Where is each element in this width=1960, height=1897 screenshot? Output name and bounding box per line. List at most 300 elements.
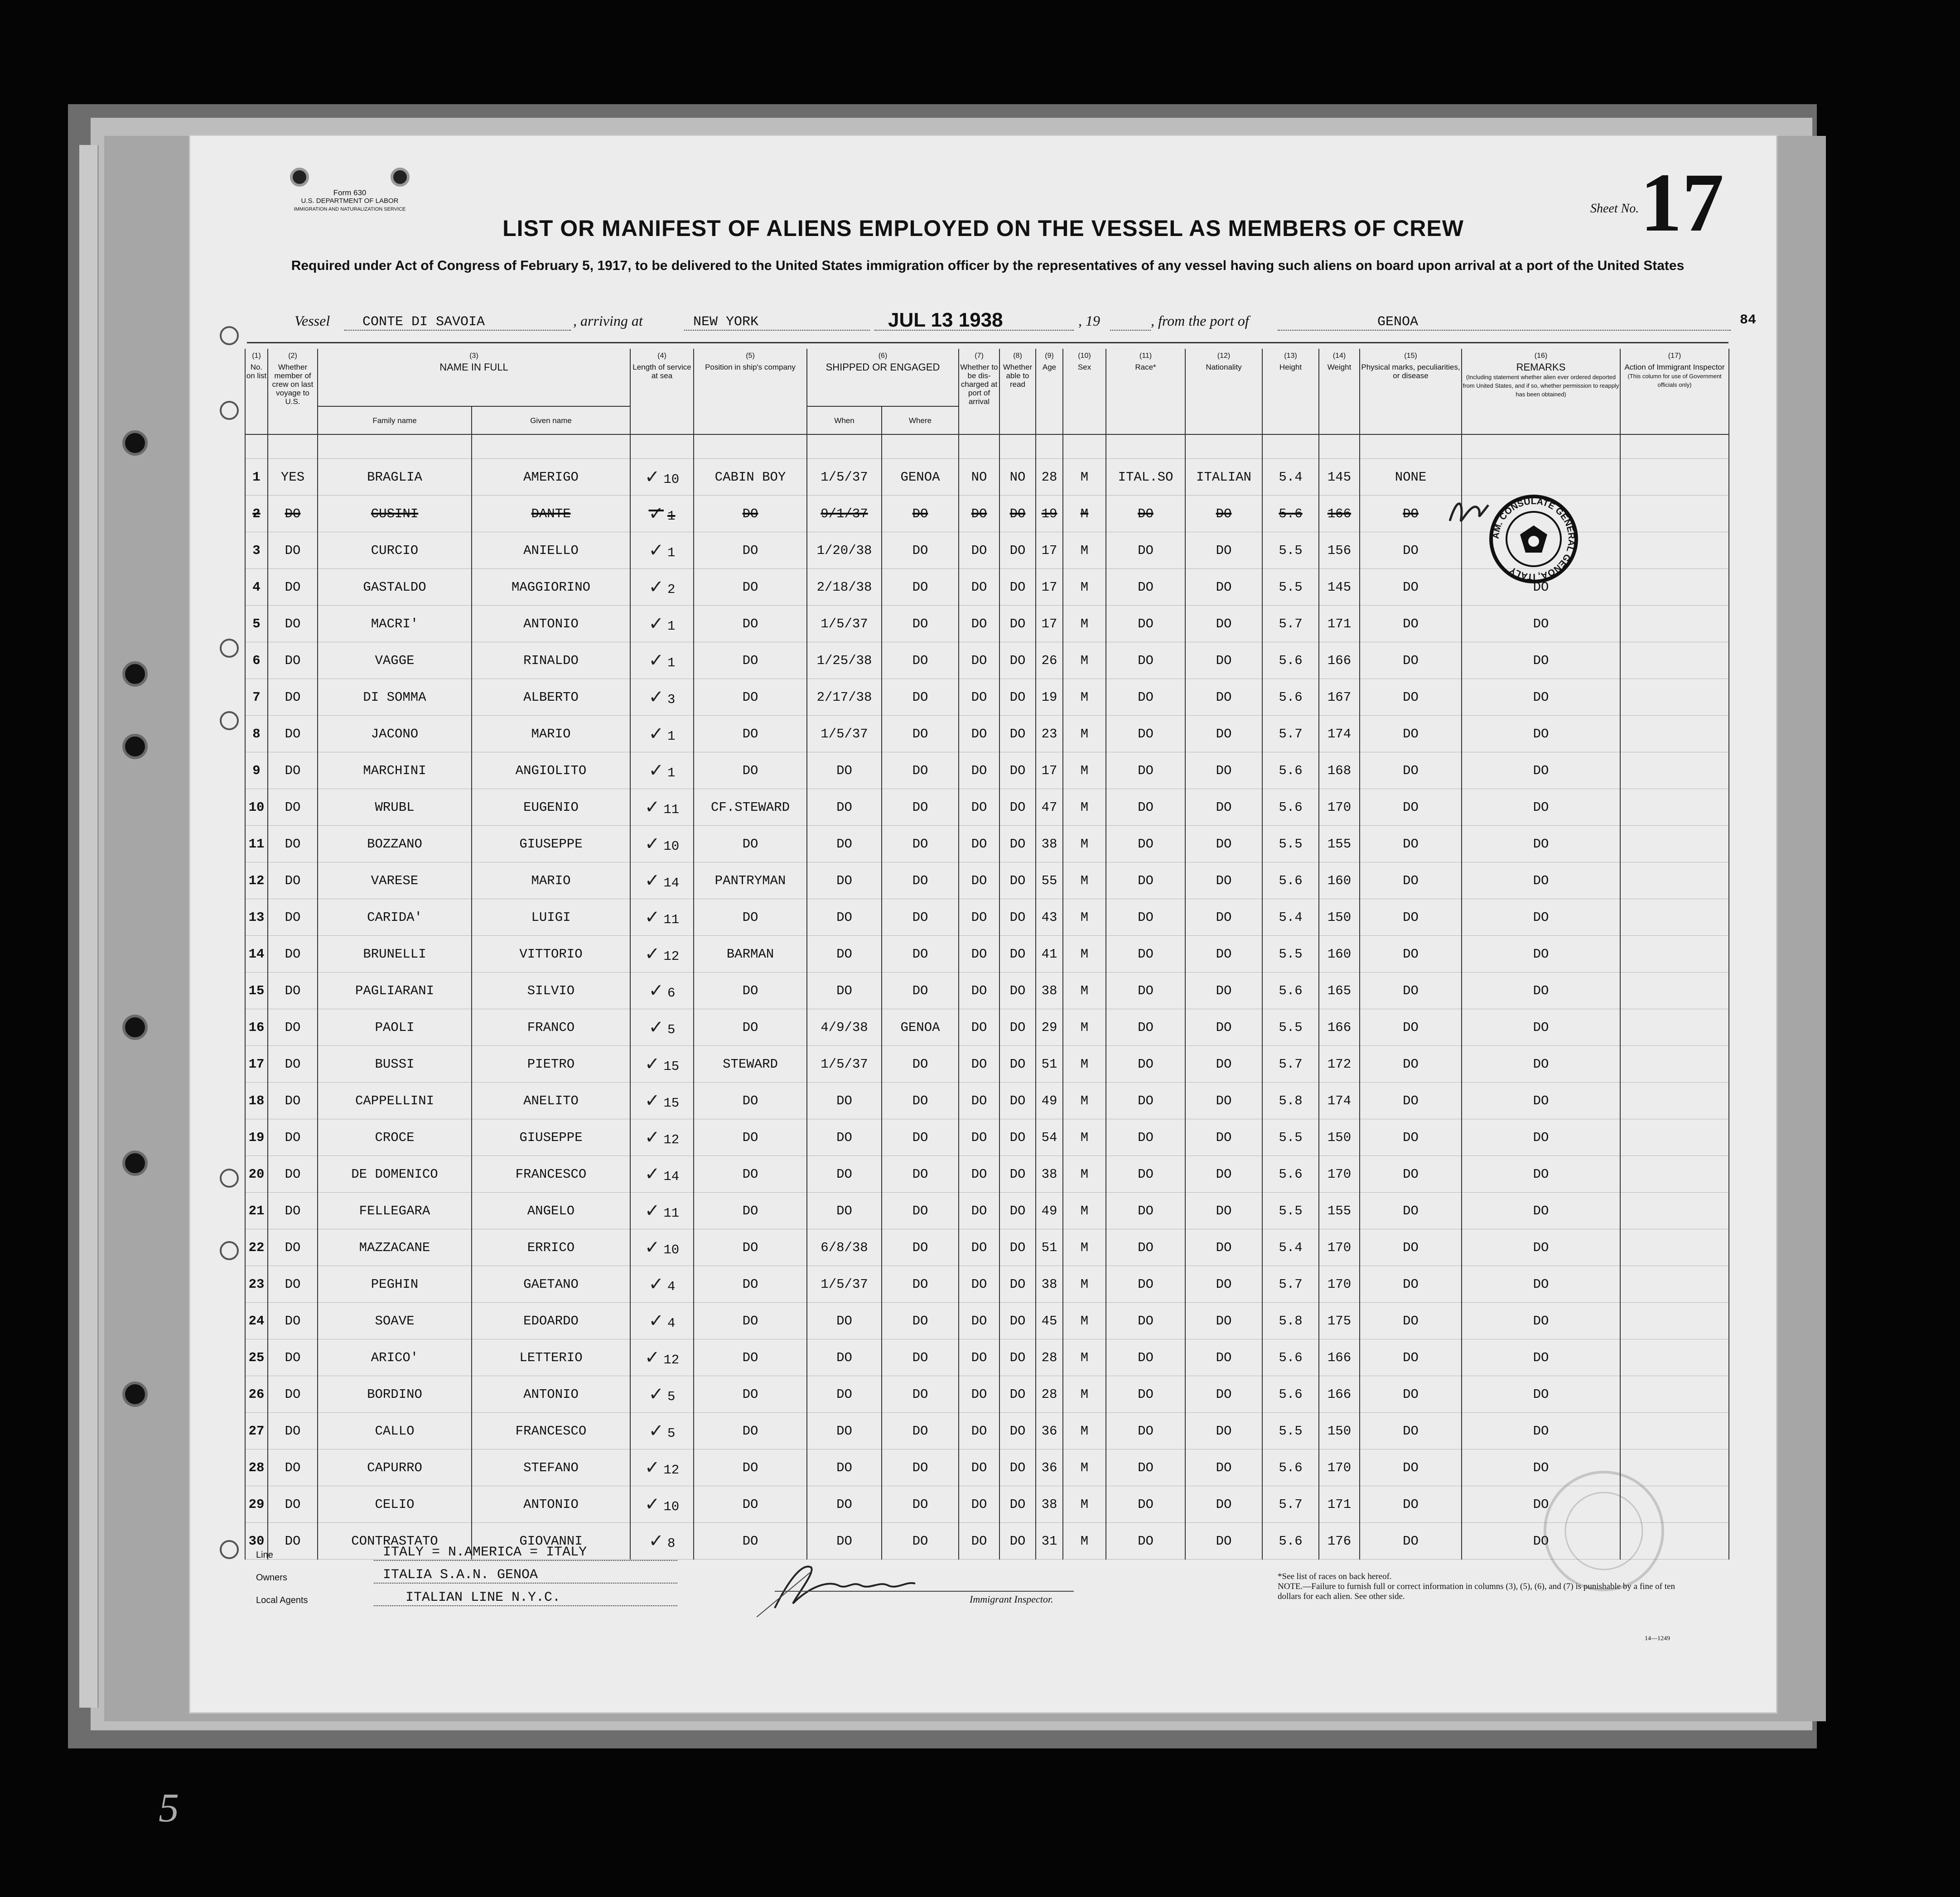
cell-height: 5.6 bbox=[1262, 752, 1319, 789]
cell-remarks: DO bbox=[1462, 1156, 1620, 1193]
cell-remarks: DO bbox=[1462, 1486, 1620, 1523]
cell-service: ✓ 11 bbox=[630, 899, 694, 936]
cell-nationality: DO bbox=[1185, 1229, 1262, 1266]
manifest-page bbox=[190, 136, 1776, 1712]
table-row bbox=[245, 606, 1729, 642]
cell-given: STEFANO bbox=[472, 1449, 630, 1486]
cell-inspector-action bbox=[1620, 1413, 1729, 1449]
cell-discharged: DO bbox=[959, 679, 999, 716]
cell-height: 5.7 bbox=[1262, 1046, 1319, 1083]
cell-position: DO bbox=[694, 1303, 807, 1339]
cell-height: 5.4 bbox=[1262, 899, 1319, 936]
cell-sex: M bbox=[1063, 496, 1106, 532]
vessel-name: CONTE DI SAVOIA bbox=[362, 314, 485, 330]
cell-discharged: DO bbox=[959, 606, 999, 642]
punch-hole bbox=[220, 326, 239, 345]
cell-race: DO bbox=[1106, 973, 1185, 1009]
cell-weight: 150 bbox=[1319, 899, 1360, 936]
cell-remarks: DO bbox=[1462, 679, 1620, 716]
cell-where: DO bbox=[882, 752, 959, 789]
cell-where: GENOA bbox=[882, 1009, 959, 1046]
page-title: LIST OR MANIFEST OF ALIENS EMPLOYED ON THE VESSEL AS MEMBERS OF CREW bbox=[502, 216, 1464, 241]
cell-marks: DO bbox=[1360, 569, 1462, 606]
cell-no: 5 bbox=[245, 606, 268, 642]
punch-hole bbox=[220, 639, 239, 658]
cell-where: DO bbox=[882, 899, 959, 936]
cell-discharged: DO bbox=[959, 1046, 999, 1083]
cell-sex: M bbox=[1063, 973, 1106, 1009]
cell-remarks: DO bbox=[1462, 1376, 1620, 1413]
checkmark-icon: ✓ bbox=[648, 503, 664, 524]
cell-weight: 174 bbox=[1319, 1083, 1360, 1119]
cell-nationality: DO bbox=[1185, 532, 1262, 569]
paper-clip-icon bbox=[391, 168, 410, 187]
cell-discharged: DO bbox=[959, 569, 999, 606]
cell-nationality: DO bbox=[1185, 496, 1262, 532]
cell-no: 18 bbox=[245, 1083, 268, 1119]
cell-given: GIUSEPPE bbox=[472, 826, 630, 862]
cell-sex: M bbox=[1063, 752, 1106, 789]
cell-where: DO bbox=[882, 1193, 959, 1229]
cell-sex: M bbox=[1063, 606, 1106, 642]
cell-height: 5.7 bbox=[1262, 1486, 1319, 1523]
cell-nationality: DO bbox=[1185, 1009, 1262, 1046]
checkmark-icon: ✓ bbox=[644, 870, 660, 891]
table-row bbox=[245, 642, 1729, 679]
cell-height: 5.5 bbox=[1262, 1009, 1319, 1046]
cell-age: 41 bbox=[1036, 936, 1063, 973]
fill-line bbox=[344, 330, 571, 331]
cell-position: DO bbox=[694, 606, 807, 642]
cell-race: DO bbox=[1106, 899, 1185, 936]
cell-given: FRANCO bbox=[472, 1009, 630, 1046]
cell-where: DO bbox=[882, 1156, 959, 1193]
inspector-label: Immigrant Inspector. bbox=[970, 1594, 1053, 1605]
cell-read: DO bbox=[999, 1449, 1036, 1486]
cell-inspector-action bbox=[1620, 862, 1729, 899]
cell-marks: DO bbox=[1360, 1009, 1462, 1046]
cell-read: DO bbox=[999, 899, 1036, 936]
table-row bbox=[245, 973, 1729, 1009]
cell-last: DO bbox=[268, 1449, 318, 1486]
footer-owners-row bbox=[256, 1567, 800, 1590]
col-header-remarks: (16) REMARKS (Including statement whether alien ever ordered deported from United States, and if so, whether permission to reapply has been obtained) bbox=[1462, 349, 1620, 434]
cell-position: DO bbox=[694, 1376, 807, 1413]
checkmark-icon: ✓ bbox=[644, 1494, 660, 1515]
checkmark-icon: ✓ bbox=[648, 687, 664, 708]
cell-service: ✓ 10 bbox=[630, 1486, 694, 1523]
cell-when: DO bbox=[807, 789, 882, 826]
cell-family: VAGGE bbox=[318, 642, 472, 679]
cell-race: DO bbox=[1106, 606, 1185, 642]
cell-read: DO bbox=[999, 752, 1036, 789]
cell-read: DO bbox=[999, 532, 1036, 569]
cell-remarks: DO bbox=[1462, 973, 1620, 1009]
cell-marks: DO bbox=[1360, 936, 1462, 973]
owners: ITALIA S.A.N. GENOA bbox=[383, 1567, 538, 1583]
cell-position: DO bbox=[694, 1266, 807, 1303]
cell-remarks: DO bbox=[1462, 1523, 1620, 1560]
cell-height: 5.5 bbox=[1262, 826, 1319, 862]
table-row bbox=[245, 1339, 1729, 1376]
cell-discharged: DO bbox=[959, 1449, 999, 1486]
cell-service: ✓ 3 bbox=[630, 679, 694, 716]
cell-nationality: DO bbox=[1185, 716, 1262, 752]
checkmark-icon: ✓ bbox=[644, 1200, 660, 1221]
cell-given: EDOARDO bbox=[472, 1303, 630, 1339]
cell-weight: 160 bbox=[1319, 936, 1360, 973]
cell-sex: M bbox=[1063, 1156, 1106, 1193]
form-header bbox=[249, 168, 450, 213]
cell-position: DO bbox=[694, 1486, 807, 1523]
cell-sex: M bbox=[1063, 532, 1106, 569]
binder-hole bbox=[122, 1151, 148, 1176]
checkmark-icon: ✓ bbox=[644, 907, 660, 928]
cell-service: ✓ 10 bbox=[630, 1229, 694, 1266]
cell-weight: 176 bbox=[1319, 1523, 1360, 1560]
cell-weight: 160 bbox=[1319, 862, 1360, 899]
cell-inspector-action bbox=[1620, 569, 1729, 606]
cell-height: 5.5 bbox=[1262, 1119, 1319, 1156]
cell-age: 55 bbox=[1036, 862, 1063, 899]
binder-hole bbox=[122, 1382, 148, 1407]
cell-where: DO bbox=[882, 1266, 959, 1303]
cell-weight: 171 bbox=[1319, 606, 1360, 642]
arrival-date-stamp: JUL 13 1938 bbox=[888, 309, 1003, 331]
fill-line bbox=[374, 1605, 677, 1606]
cell-where: DO bbox=[882, 496, 959, 532]
cell-nationality: DO bbox=[1185, 1266, 1262, 1303]
form-number: Form 630 bbox=[333, 188, 367, 197]
cell-given: ANGIOLITO bbox=[472, 752, 630, 789]
col-header-position: (5) Position in ship's company bbox=[694, 349, 807, 434]
cell-last: DO bbox=[268, 1303, 318, 1339]
cell-service: ✓ 11 bbox=[630, 789, 694, 826]
cell-read: DO bbox=[999, 642, 1036, 679]
cell-marks: DO bbox=[1360, 1376, 1462, 1413]
punch-hole bbox=[220, 1241, 239, 1260]
cell-sex: M bbox=[1063, 1229, 1106, 1266]
cell-position: DO bbox=[694, 716, 807, 752]
cell-race: DO bbox=[1106, 1413, 1185, 1449]
cell-last: DO bbox=[268, 642, 318, 679]
cell-last: DO bbox=[268, 1229, 318, 1266]
cell-inspector-action bbox=[1620, 826, 1729, 862]
cell-weight: 145 bbox=[1319, 459, 1360, 496]
cell-when: DO bbox=[807, 1083, 882, 1119]
cell-position: DO bbox=[694, 899, 807, 936]
punch-hole bbox=[220, 1540, 239, 1559]
cell-read: DO bbox=[999, 936, 1036, 973]
cell-weight: 150 bbox=[1319, 1119, 1360, 1156]
cell-no: 26 bbox=[245, 1376, 268, 1413]
table-row bbox=[245, 679, 1729, 716]
col-header-where: Where bbox=[882, 406, 959, 434]
cell-race: DO bbox=[1106, 496, 1185, 532]
table-row bbox=[245, 1413, 1729, 1449]
cell-race: DO bbox=[1106, 1266, 1185, 1303]
cell-marks: DO bbox=[1360, 1339, 1462, 1376]
agents-label: Local Agents bbox=[256, 1595, 308, 1605]
cell-nationality: DO bbox=[1185, 1449, 1262, 1486]
cell-family: BRAGLIA bbox=[318, 459, 472, 496]
cell-given: LETTERIO bbox=[472, 1339, 630, 1376]
cell-sex: M bbox=[1063, 1523, 1106, 1560]
cell-discharged: DO bbox=[959, 1083, 999, 1119]
cell-discharged: DO bbox=[959, 1229, 999, 1266]
checkmark-icon: ✓ bbox=[648, 1274, 664, 1295]
checkmark-icon: ✓ bbox=[648, 650, 664, 671]
cell-last: DO bbox=[268, 1119, 318, 1156]
sheet-number: 17 bbox=[1640, 156, 1724, 249]
cell-read: DO bbox=[999, 1339, 1036, 1376]
cell-discharged: DO bbox=[959, 752, 999, 789]
cell-nationality: DO bbox=[1185, 679, 1262, 716]
cell-no: 25 bbox=[245, 1339, 268, 1376]
cell-when: DO bbox=[807, 1339, 882, 1376]
cell-remarks: DO bbox=[1462, 1119, 1620, 1156]
cell-age: 49 bbox=[1036, 1193, 1063, 1229]
cell-race: DO bbox=[1106, 936, 1185, 973]
cell-service: ✓ 5 bbox=[630, 1376, 694, 1413]
cell-marks: NONE bbox=[1360, 459, 1462, 496]
cell-family: CUSINI bbox=[318, 496, 472, 532]
cell-sex: M bbox=[1063, 899, 1106, 936]
cell-when: 2/18/38 bbox=[807, 569, 882, 606]
cell-read: DO bbox=[999, 1523, 1036, 1560]
table-row bbox=[245, 899, 1729, 936]
cell-weight: 165 bbox=[1319, 973, 1360, 1009]
cell-marks: DO bbox=[1360, 1413, 1462, 1449]
penalty-note: NOTE.—Failure to furnish full or correct information in columns (3), (5), (6), and (7) is punishable by a fine of ten dollars for each alien. See other side. bbox=[1278, 1582, 1675, 1601]
cell-where: DO bbox=[882, 642, 959, 679]
cell-where: DO bbox=[882, 1376, 959, 1413]
cell-family: SOAVE bbox=[318, 1303, 472, 1339]
checkmark-icon: ✓ bbox=[644, 1457, 660, 1478]
cell-nationality: DO bbox=[1185, 1376, 1262, 1413]
cell-sex: M bbox=[1063, 642, 1106, 679]
cell-last: DO bbox=[268, 1009, 318, 1046]
cell-discharged: DO bbox=[959, 826, 999, 862]
cell-marks: DO bbox=[1360, 1303, 1462, 1339]
cell-nationality: DO bbox=[1185, 752, 1262, 789]
cell-marks: DO bbox=[1360, 1486, 1462, 1523]
cell-race: DO bbox=[1106, 1229, 1185, 1266]
col-header-shipped: (6) SHIPPED OR ENGAGED bbox=[807, 349, 959, 406]
checkmark-icon: ✓ bbox=[648, 1384, 664, 1405]
cell-race: DO bbox=[1106, 1193, 1185, 1229]
department: U.S. DEPARTMENT OF LABOR bbox=[301, 197, 399, 205]
cell-marks: DO bbox=[1360, 716, 1462, 752]
cell-inspector-action bbox=[1620, 532, 1729, 569]
cell-no: 23 bbox=[245, 1266, 268, 1303]
cell-weight: 150 bbox=[1319, 1413, 1360, 1449]
cell-nationality: DO bbox=[1185, 1486, 1262, 1523]
cell-nationality: DO bbox=[1185, 899, 1262, 936]
cell-age: 29 bbox=[1036, 1009, 1063, 1046]
cell-race: DO bbox=[1106, 862, 1185, 899]
cell-age: 51 bbox=[1036, 1046, 1063, 1083]
cell-remarks: DO bbox=[1462, 569, 1620, 606]
cell-sex: M bbox=[1063, 1376, 1106, 1413]
cell-position: DO bbox=[694, 826, 807, 862]
checkmark-icon: ✓ bbox=[648, 723, 664, 744]
cell-remarks: DO bbox=[1462, 862, 1620, 899]
cell-when: DO bbox=[807, 752, 882, 789]
cell-height: 5.6 bbox=[1262, 1449, 1319, 1486]
cell-age: 49 bbox=[1036, 1083, 1063, 1119]
table-row bbox=[245, 1046, 1729, 1083]
cell-last: DO bbox=[268, 1083, 318, 1119]
cell-no: 21 bbox=[245, 1193, 268, 1229]
cell-age: 38 bbox=[1036, 1486, 1063, 1523]
cell-where: DO bbox=[882, 1229, 959, 1266]
cell-family: VARESE bbox=[318, 862, 472, 899]
cell-nationality: DO bbox=[1185, 1339, 1262, 1376]
cell-when: DO bbox=[807, 826, 882, 862]
cell-age: 17 bbox=[1036, 606, 1063, 642]
cell-no: 10 bbox=[245, 789, 268, 826]
cell-inspector-action bbox=[1620, 1376, 1729, 1413]
cell-discharged: DO bbox=[959, 496, 999, 532]
cell-nationality: DO bbox=[1185, 642, 1262, 679]
cell-marks: DO bbox=[1360, 532, 1462, 569]
cell-marks: DO bbox=[1360, 789, 1462, 826]
cell-read: DO bbox=[999, 826, 1036, 862]
checkmark-icon: ✓ bbox=[648, 1531, 664, 1551]
cell-when: DO bbox=[807, 973, 882, 1009]
table-row bbox=[245, 862, 1729, 899]
cell-inspector-action bbox=[1620, 459, 1729, 496]
cell-discharged: DO bbox=[959, 1339, 999, 1376]
cell-service: ✓ 15 bbox=[630, 1083, 694, 1119]
cell-read: DO bbox=[999, 1009, 1036, 1046]
cell-service: ✓ 1 bbox=[630, 642, 694, 679]
cell-read: DO bbox=[999, 1486, 1036, 1523]
departure-port: GENOA bbox=[1377, 314, 1419, 330]
cell-nationality: DO bbox=[1185, 606, 1262, 642]
cell-remarks bbox=[1462, 459, 1620, 496]
checkmark-icon: ✓ bbox=[648, 1310, 664, 1331]
cell-where: GENOA bbox=[882, 459, 959, 496]
cell-age: 17 bbox=[1036, 532, 1063, 569]
cell-inspector-action bbox=[1620, 752, 1729, 789]
checkmark-icon: ✓ bbox=[648, 760, 664, 781]
cell-remarks: DO bbox=[1462, 1339, 1620, 1376]
cell-last: DO bbox=[268, 1523, 318, 1560]
cell-discharged: DO bbox=[959, 642, 999, 679]
cell-no: 16 bbox=[245, 1009, 268, 1046]
cell-height: 5.7 bbox=[1262, 606, 1319, 642]
cell-last: DO bbox=[268, 789, 318, 826]
cell-family: CONTRASTATO bbox=[318, 1523, 472, 1560]
cell-sex: M bbox=[1063, 569, 1106, 606]
cell-discharged: DO bbox=[959, 1486, 999, 1523]
cell-remarks: DO bbox=[1462, 1449, 1620, 1486]
cell-position: DO bbox=[694, 679, 807, 716]
cell-given: ERRICO bbox=[472, 1229, 630, 1266]
cell-given: RINALDO bbox=[472, 642, 630, 679]
cell-age: 45 bbox=[1036, 1303, 1063, 1339]
cell-read: DO bbox=[999, 1119, 1036, 1156]
cell-marks: DO bbox=[1360, 606, 1462, 642]
cell-when: DO bbox=[807, 1523, 882, 1560]
cell-position: DO bbox=[694, 1339, 807, 1376]
cell-where: DO bbox=[882, 1046, 959, 1083]
cell-nationality: DO bbox=[1185, 1046, 1262, 1083]
punch-hole bbox=[220, 401, 239, 420]
cell-where: DO bbox=[882, 789, 959, 826]
cell-inspector-action bbox=[1620, 642, 1729, 679]
cell-last: DO bbox=[268, 1156, 318, 1193]
cell-service: ✓ 14 bbox=[630, 1156, 694, 1193]
cell-position: DO bbox=[694, 973, 807, 1009]
cell-remarks: DO bbox=[1462, 1266, 1620, 1303]
svg-text:AM. CONSULATE GENERAL GENOA, I: AM. CONSULATE GENERAL GENOA, ITALY bbox=[1491, 496, 1577, 582]
cell-weight: 174 bbox=[1319, 716, 1360, 752]
cell-when: DO bbox=[807, 1486, 882, 1523]
cell-age: 54 bbox=[1036, 1119, 1063, 1156]
cell-where: DO bbox=[882, 716, 959, 752]
cell-given: MARIO bbox=[472, 716, 630, 752]
cell-when: 4/9/38 bbox=[807, 1009, 882, 1046]
cell-remarks: DO bbox=[1462, 752, 1620, 789]
cell-read: DO bbox=[999, 1266, 1036, 1303]
cell-height: 5.6 bbox=[1262, 642, 1319, 679]
cell-age: 28 bbox=[1036, 1339, 1063, 1376]
cell-inspector-action bbox=[1620, 606, 1729, 642]
cell-when: 6/8/38 bbox=[807, 1229, 882, 1266]
cell-given: SILVIO bbox=[472, 973, 630, 1009]
cell-family: CARIDA' bbox=[318, 899, 472, 936]
cell-when: 1/5/37 bbox=[807, 1046, 882, 1083]
table-row bbox=[245, 1009, 1729, 1046]
cell-read: DO bbox=[999, 679, 1036, 716]
cell-weight: 166 bbox=[1319, 1339, 1360, 1376]
col-header-last-voyage: (2) Whether member of crew on last voyage to U.S. bbox=[268, 349, 318, 434]
cell-read: DO bbox=[999, 1193, 1036, 1229]
cell-sex: M bbox=[1063, 862, 1106, 899]
cell-no: 9 bbox=[245, 752, 268, 789]
inspector-line bbox=[775, 1591, 1074, 1592]
cell-when: 2/17/38 bbox=[807, 679, 882, 716]
cell-marks: DO bbox=[1360, 1523, 1462, 1560]
cell-inspector-action bbox=[1620, 973, 1729, 1009]
cell-when: DO bbox=[807, 1449, 882, 1486]
cell-given: LUIGI bbox=[472, 899, 630, 936]
shipping-line: ITALY = N.AMERICA = ITALY bbox=[383, 1545, 587, 1560]
table-row bbox=[245, 1303, 1729, 1339]
checkmark-icon: ✓ bbox=[644, 944, 660, 964]
cell-remarks: DO bbox=[1462, 1229, 1620, 1266]
col-header-service: (4) Length of service at sea bbox=[630, 349, 694, 434]
cell-race: DO bbox=[1106, 1156, 1185, 1193]
owners-label: Owners bbox=[256, 1573, 287, 1583]
cell-inspector-action bbox=[1620, 496, 1729, 532]
cell-nationality: DO bbox=[1185, 789, 1262, 826]
arrival-port: NEW YORK bbox=[693, 314, 759, 330]
cell-inspector-action bbox=[1620, 1083, 1729, 1119]
cell-no: 20 bbox=[245, 1156, 268, 1193]
cell-height: 5.5 bbox=[1262, 532, 1319, 569]
cell-position: DO bbox=[694, 1413, 807, 1449]
checkmark-icon: ✓ bbox=[644, 1054, 660, 1074]
cell-given: GAETANO bbox=[472, 1266, 630, 1303]
checkmark-icon: ✓ bbox=[644, 1237, 660, 1258]
checkmark-icon: ✓ bbox=[644, 1090, 660, 1111]
checkmark-icon: ✓ bbox=[648, 980, 664, 1001]
cell-where: DO bbox=[882, 973, 959, 1009]
